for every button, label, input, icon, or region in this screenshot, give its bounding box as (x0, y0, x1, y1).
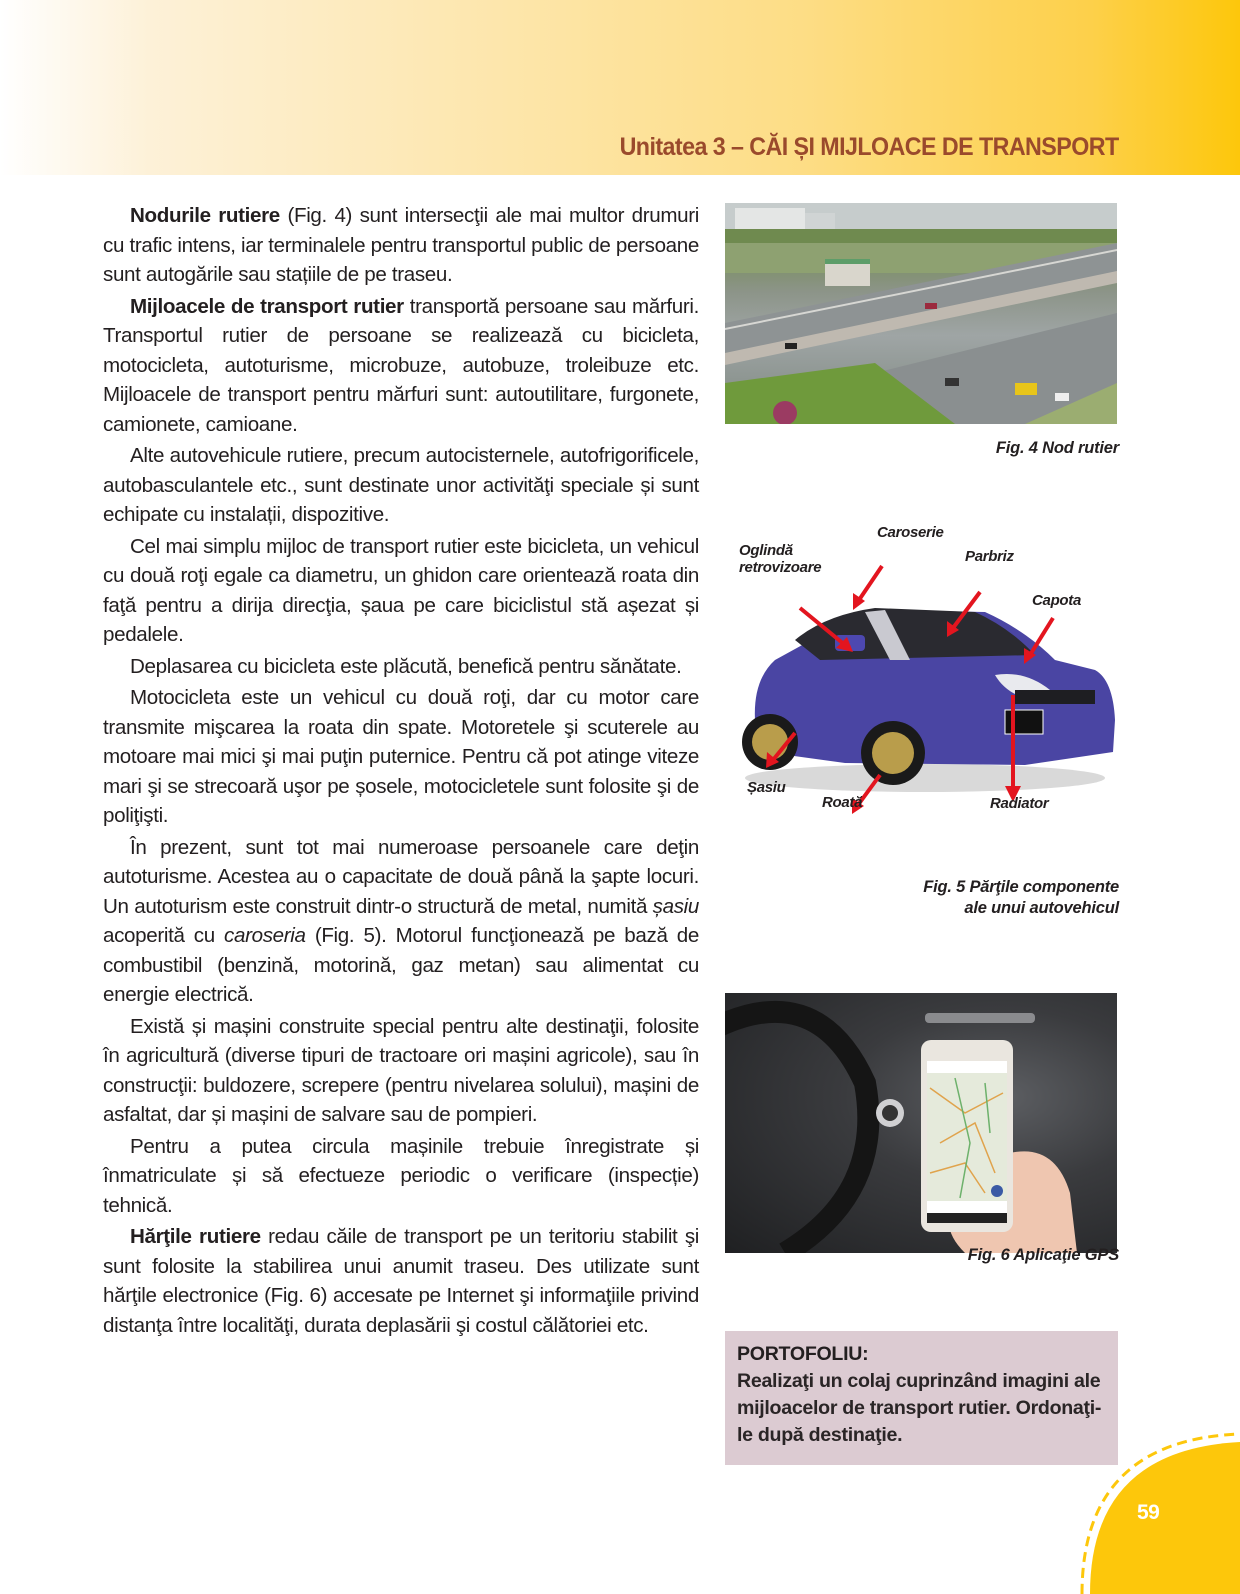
term-chassis: șasiu (652, 894, 699, 918)
paragraph-bicycle: Cel mai simplu mijloc de transport rutier este bicicleta, un vehicul cu două roţi egale ca diametru, un ghidon care orientează roata din faţă pentru a dirija direcţia, șaua pe care biciclistul stă așezat și pedalele. (103, 534, 699, 646)
road-interchange-photo (725, 203, 1117, 424)
label-wheel: Roată (822, 794, 863, 811)
label-mirror: Oglindă retrovizoare (739, 542, 822, 576)
label-windshield: Parbriz (965, 548, 1014, 565)
paragraph-road-maps: Hărţile rutiere redau căile de transport pe un teritoriu stabilit şi sunt folosite la stabilirea unui anumit traseu. Des utilizate sunt hărţile electronice (Fig. 6) accesate pe Internet şi informaţiile privind distanţa între localităţi, durata deplasării şi costul călătoriei etc. (103, 1225, 699, 1337)
label-radiator: Radiator (990, 795, 1049, 812)
term-road-junctions: Nodurile rutiere (130, 204, 280, 227)
fig4-caption: Fig. 4 Nod rutier (995, 439, 1119, 457)
label-body: Caroserie (877, 524, 944, 541)
label-hood: Capota (1032, 592, 1082, 609)
paragraph-road-junctions: Nodurile rutiere (Fig. 4) sunt intersecţii ale mai multor drumuri cu trafic intens, iar terminalele pentru transportul public de persoane sunt autogările sau stațiile de pe traseu. (103, 204, 699, 286)
road-interchange-illustration (725, 203, 1117, 424)
paragraph-special-vehicles: Alte autovehicule rutiere, precum autocisternele, autofrigorificele, autobasculantele etc., sunt destinate unor activităţi speciale și sunt echipate cu instalații, dispozitive. (103, 444, 699, 526)
page-number: 59 (1137, 1501, 1160, 1524)
label-chassis: Șasiu (747, 779, 786, 796)
car-diagram (725, 520, 1120, 830)
paragraph-bicycle-benefits: Deplasarea cu bicicleta este plăcută, benefică pentru sănătate. (130, 654, 682, 678)
portfolio-box (725, 1331, 1118, 1465)
portfolio-body: Realizaţi un colaj cuprinzând imagini ale mijloacelor de transport rutier. Ordonaţi-le după destinaţie. (737, 1370, 1102, 1446)
fig5-caption: Fig. 5 Părţile componente ale unui autovehicul (923, 878, 1119, 917)
term-body: caroseria (224, 924, 306, 947)
portfolio-title: PORTOFOLIU: (737, 1343, 869, 1365)
gps-phone-illustration (725, 993, 1117, 1253)
paragraph-cars: În prezent, sunt tot mai numeroase persoanele care deţin autoturisme. Acestea au o capacitate de două până la şapte locuri. Un autoturism este construit dintr-o structură de metal, numită șasiu acoperită cu caroseria (Fig. 5). Motorul funcţionează pe bază de combustibil (benzină, motorină, gaz metan) sau alimentat cu energie electrică. (103, 835, 699, 1006)
unit-title: Unitatea 3 – CĂI ȘI MIJLOACE DE TRANSPORT (619, 133, 1119, 161)
term-road-vehicles: Mijloacele de transport rutier (130, 294, 404, 318)
paragraph-motorcycle: Motocicleta este un vehicul cu două roţi, dar cu motor care transmite mişcarea la roata din spate. Motoretele şi scuterele au motoare mai mici şi mai puţin puternice. Pentru că pot atinge viteze mari şi se strecoară uşor pe șosele, motocicletele sunt folosite şi de poliţişti. (103, 686, 699, 827)
paragraph-registration: Pentru a putea circula mașinile trebuie înregistrate și înmatriculate și să efectueze periodic o verificare (inspecție) tehnică. (103, 1134, 699, 1217)
paragraph-road-vehicles: Mijloacele de transport rutier transportă persoane sau mărfuri. Transportul rutier de persoane se realizează cu bicicleta, motocicleta, autoturisme, microbuze, autobuze, troleibuze etc. Mijloacele de transport pentru mărfuri sunt: autoutilitare, furgonete, camionete, camioane. (103, 294, 699, 436)
paragraph-special-machines: Există și mașini construite special pentru alte destinaţii, folosite în agricultură (diverse tipuri de tractoare ori mașini agricole), sau în construcţii: buldozere, screpere (pentru nivelarea solului), mașini de asfaltat, dar și mașini de salvare sau de pompieri. (103, 1014, 699, 1126)
term-road-maps: Hărţile rutiere (130, 1225, 261, 1248)
main-text (103, 201, 699, 1342)
gps-phone-photo (725, 993, 1117, 1253)
fig6-caption: Fig. 6 Aplicaţie GPS (967, 1246, 1119, 1264)
